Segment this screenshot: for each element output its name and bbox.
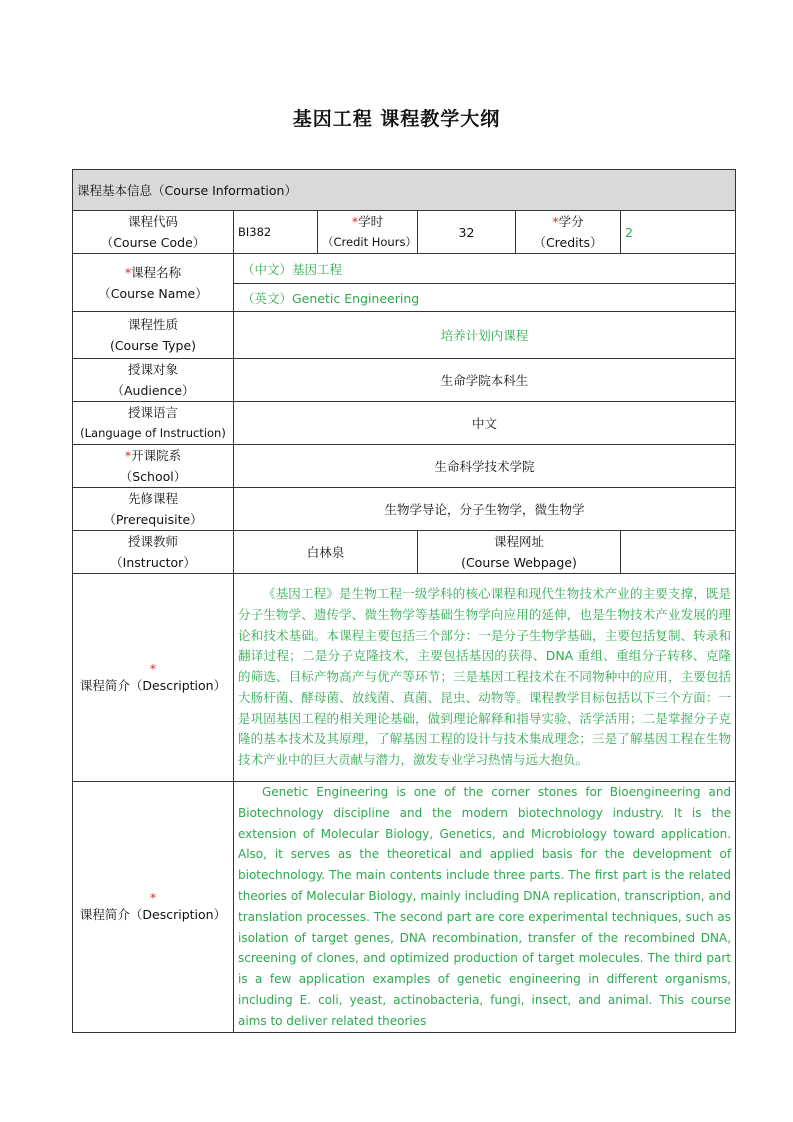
section-header: 课程基本信息（Course Information） [73,170,736,211]
school-row [73,445,736,488]
page-title: 基因工程 课程教学大纲 [292,108,501,130]
prerequisite-row [73,488,736,531]
course-type-row [73,312,736,359]
description-cn-label: *课程简介（Description） [73,574,234,782]
credits-value: 2 [621,211,736,254]
instructor-row [73,531,736,574]
description-en-label: *课程简介（Description） [73,782,234,1033]
course-name-label: *课程名称 （Course Name） [73,254,234,312]
webpage-value [621,531,736,574]
course-name-cn: （中文）基因工程 [234,254,736,284]
course-type-label: 课程性质 (Course Type) [73,312,234,359]
instructor-value: 白林泉 [234,531,418,574]
description-cn-text: 《基因工程》是生物工程一级学科的核心课程和现代生物技术产业的主要支撑，既是分子生物学、遗传学、微生物学等基础生物学向应用的延伸，也是生物技术产业发展的理论和技术基础。本课程主要包括三个部分：一是分子生物学基础，主要包括复制、转录和翻译过程；二是分子克隆技术，主要包括基因的获得、DNA 重组、重组分子转移、克隆的筛选、目标产物高产与优产等环节；三是基因工程技术在不同物种中的应用，主要包括大肠杆菌、酵母菌、放线菌、真菌、昆虫、动物等。课程教学目标包括以下三个方面：一是巩固基因工程的相关理论基础，做到理论解释和指导实验、活学活用；二是掌握分子克隆的基本技术及其原理，了解基因工程的设计与技术集成理念；三是了解基因工程在生物技术产业中的巨大贡献与潜力，激发专业学习热情与远大抱负。 [234,574,736,782]
language-label: 授课语言 (Language of Instruction) [73,402,234,445]
description-en-row [73,782,736,1033]
course-code-value: BI382 [234,211,318,254]
school-value: 生命科学技术学院 [234,445,736,488]
course-code-label: 课程代码 （Course Code） [73,211,234,254]
credit-hours-label: *学时 （Credit Hours） [318,211,418,254]
course-info-table [72,169,736,1033]
credits-label: *学分 （Credits） [516,211,621,254]
credit-hours-value: 32 [418,211,516,254]
language-value: 中文 [234,402,736,445]
code-hours-credits-row [73,211,736,254]
prerequisite-label: 先修课程 （Prerequisite） [73,488,234,531]
audience-row [73,359,736,402]
instructor-label: 授课教师 （Instructor） [73,531,234,574]
course-name-en: （英文）Genetic Engineering [234,284,736,312]
description-en-text: Genetic Engineering is one of the corner stones for Bioengineering and Biotechnology discipline and the modern biotechnology industry. It is the extension of Molecular Biology, Genetics, and Microbiology toward application. Also, it serves as the theoretical and applied basis for the development of biotechnology. The main contents include three parts. The first part is the related theories of Molecular Biology, mainly including DNA replication, transcription, and translation processes. The second part are core experimental techniques, such as isolation of target genes, DNA recombination, transfer of the recombined DNA, screening of clones, and optimized production of target molecules. The third part is a few application examples of genetic engineering in different organisms, including E. coli, yeast, actinobacteria, fungi, insect, and animal. This course aims to deliver related theories [234,782,736,1033]
language-row [73,402,736,445]
school-label: *开课院系 （School） [73,445,234,488]
webpage-label: 课程网址 (Course Webpage) [418,531,621,574]
section-header-row [73,170,736,211]
audience-value: 生命学院本科生 [234,359,736,402]
audience-label: 授课对象 （Audience） [73,359,234,402]
description-cn-row [73,574,736,782]
course-name-row [73,254,736,284]
course-type-value: 培养计划内课程 [234,312,736,359]
prerequisite-value: 生物学导论，分子生物学，微生物学 [234,488,736,531]
